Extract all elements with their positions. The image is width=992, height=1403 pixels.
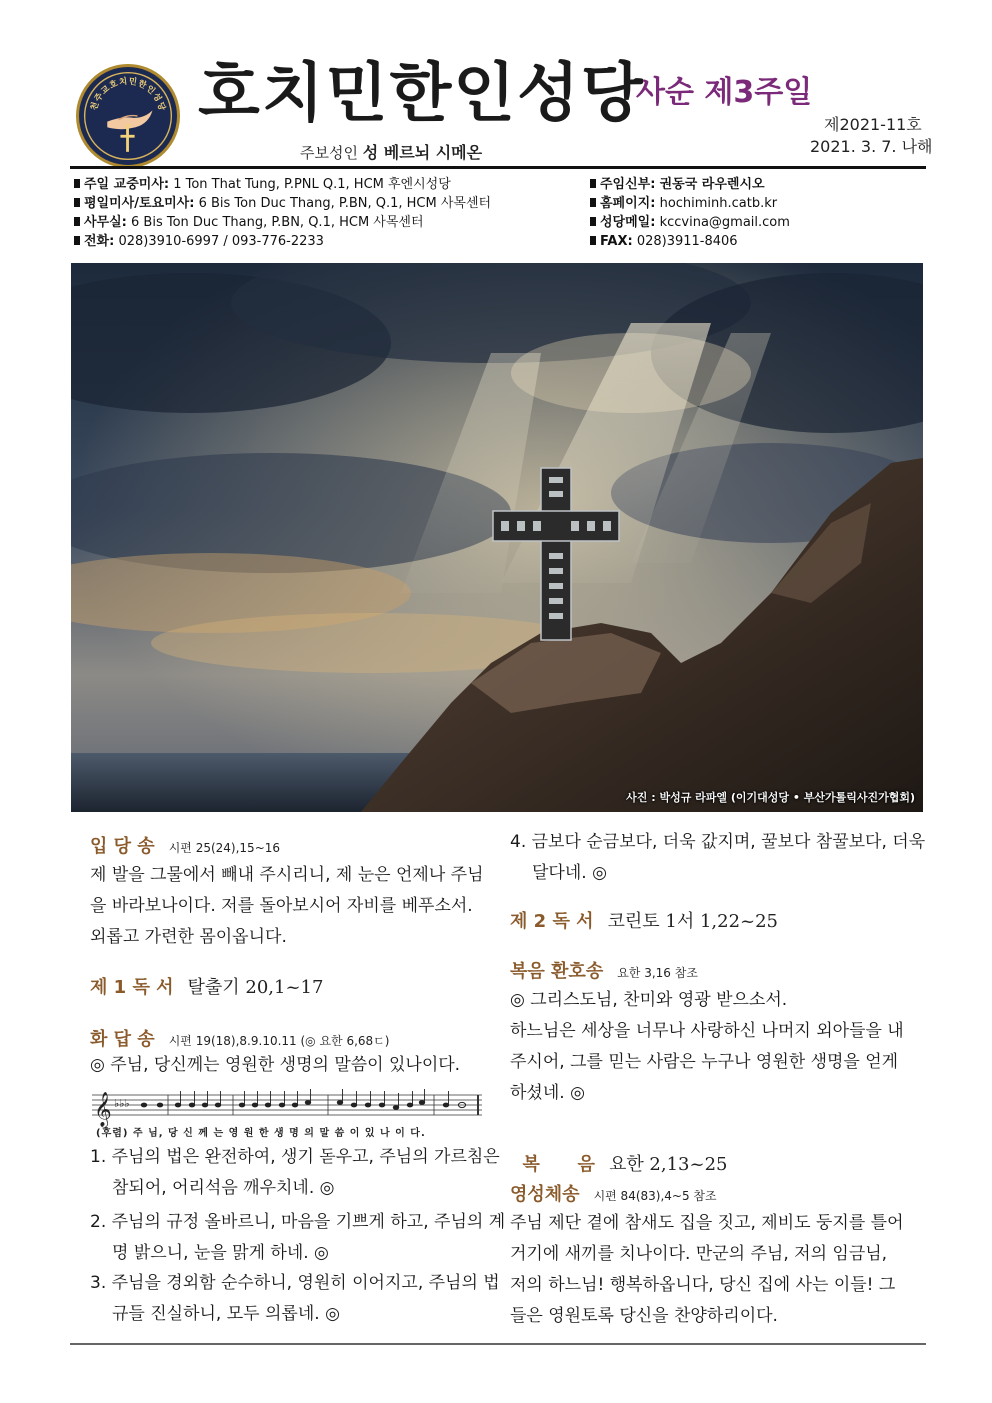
issue-date: 2021. 3. 7. 나해 [810,137,933,156]
psalm-response: ◎ 주님, 당신께는 영원한 생명의 말씀이 있나이다. [90,1055,461,1075]
second-reading-title [510,907,778,933]
section-title: 복 음 [522,1154,595,1175]
section-ref: 시편 84(83),4~5 참조 [593,1189,717,1203]
section-title: 화 답 송 [90,1029,155,1050]
info-email [590,214,790,232]
homepage-link[interactable]: hochiminh.catb.kr [659,196,778,211]
music-lyric: (후렴) 주 님, 당 신 께 는 영 원 한 생 명 의 말 씀 이 있 나 이 다. [96,1128,426,1139]
info-label: FAX: [600,234,633,249]
email-link[interactable]: kccvina@gmail.com [659,215,790,230]
bullet-square-icon [590,198,596,207]
info-label: 홈페이지: [600,196,656,211]
liturgical-week: 사순 제3주일 [636,75,813,110]
gospel-title [510,1129,728,1176]
treble-clef-icon: 𝄞 [94,1092,112,1127]
section-ref: 탈출기 20,1~17 [187,977,324,998]
bullet-square-icon [74,198,80,207]
entrance-antiphon-text: 제 발을 그물에서 빼내 주시리니, 제 눈은 언제나 주님을 바라보나이다. 저를 돌아보시어 자비를 베푸소서. 외롭고 가련한 몸이옵니다. [90,865,484,947]
info-value: 권동국 라우렌시오 [659,177,765,192]
info-homepage [590,195,777,213]
info-value: 1 Ton That Tung, P.PNL Q.1, HCM 후엔시성당 [173,177,451,192]
communion-antiphon-title [510,1180,717,1206]
gospel-acclamation-response: ◎ 그리스도님, 찬미와 영광 받으소서. [510,990,788,1010]
section-ref: 시편 19(18),8.9.10.11 (◎ 요한 6,68ㄷ) [168,1034,390,1048]
cover-photo [71,263,923,812]
bullet-square-icon [74,236,80,245]
logo-text: 천주교호치민한인성당 [88,75,168,113]
psalm-verse-4: 4. 금보다 순금보다, 더욱 값지며, 꿀보다 참꿀보다, 더욱 달다네. ◎ [510,832,926,883]
patron-label: 주보성인 [300,144,358,162]
psalm-verse-1: 1. 주님의 법은 완전하여, 생기 돋우고, 주님의 가르침은 참되어, 어리석음 깨우치네. ◎ [90,1147,500,1198]
section-title: 복음 환호송 [510,961,604,982]
section-ref: 시편 25(24),15~16 [168,841,281,855]
bullet-square-icon [74,217,80,226]
patron-name: 성 베르뇌 시메온 [362,143,483,162]
entrance-antiphon-title [90,832,280,858]
info-label: 주일 교중미사: [84,177,170,192]
issue-number: 제2021-11호 [824,115,922,134]
patron-saint [300,140,482,163]
info-office [74,214,424,232]
info-label: 평일미사/토요미사: [84,196,195,211]
info-pastor [590,176,765,194]
header-divider [70,166,926,169]
svg-text:천주교호치민한인성당 [88,76,167,113]
footer-divider [70,1343,926,1345]
bullet-square-icon [590,179,596,188]
cross-on-rock-image [71,263,923,812]
gospel-acclamation-title [510,957,698,983]
section-ref: 코린토 1서 1,22~25 [607,911,779,932]
info-phone [74,233,324,251]
bullet-square-icon [74,179,80,188]
key-signature-icon: ♭♭♭ [114,1097,130,1110]
info-value: 6 Bis Ton Duc Thang, P.BN, Q.1, HCM 사목센터 [198,196,492,211]
responsorial-psalm-title [90,1025,389,1051]
info-value: 028)3911-8406 [636,234,738,249]
church-name: 호치민한인성당 [198,56,645,131]
praying-hands-cross-icon [79,67,177,165]
info-label: 전화: [84,234,115,249]
info-value: 6 Bis Ton Duc Thang, P.BN, Q.1, HCM 사목센터 [131,215,424,230]
info-value: 028)3910-6997 / 093-776-2233 [118,234,324,249]
first-reading-title [90,973,323,999]
section-ref: 요한 2,13~25 [608,1154,728,1175]
section-title: 입 당 송 [90,836,155,857]
bullet-square-icon [590,217,596,226]
info-sunday-mass [74,176,451,194]
bullet-square-icon [590,236,596,245]
section-title: 영성체송 [510,1184,580,1205]
section-title: 제 2 독 서 [510,911,594,932]
communion-antiphon-text: 주님 제단 곁에 참새도 집을 짓고, 제비도 둥지를 틀어 거기에 새끼를 치나이다. 만군의 주님, 저의 임금님, 저의 하느님! 행복하옵니다, 당신 집에 사는 이들! 그들은 영원토록 당신을 찬양하리이다. [510,1213,904,1326]
section-title: 제 1 독 서 [90,977,174,998]
gospel-acclamation-text: 하느님은 세상을 너무나 사랑하신 나머지 외아들을 내주시어, 그를 믿는 사람은 누구나 영원한 생명을 얻게 하셨네. ◎ [510,1021,904,1103]
info-fax [590,233,738,251]
psalm-verse-3: 3. 주님을 경외함 순수하니, 영원히 이어지고, 주님의 법규들 진실하니, 모두 의롭네. ◎ [90,1273,500,1324]
info-label: 사무실: [84,215,127,230]
section-ref: 요한 3,16 참조 [617,966,698,980]
church-logo [76,64,180,168]
psalm-verse-2: 2. 주님의 규정 올바르니, 마음을 기쁘게 하고, 주님의 계명 밝으니, 눈을 맑게 하네. ◎ [90,1212,506,1263]
photo-credit: 사진 : 박성규 라파엘 (이기대성당 • 부산가톨릭사진가협회) [626,791,915,804]
info-weekday-mass [74,195,491,213]
info-label: 성당메일: [600,215,656,230]
info-label: 주임신부: [600,177,656,192]
